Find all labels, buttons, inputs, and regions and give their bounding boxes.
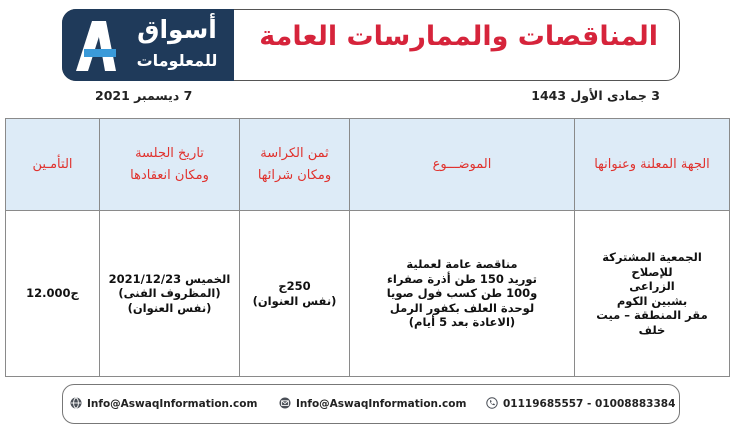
globe-icon: [70, 397, 82, 409]
header-session-date: تاريخ الجلسة ومكان انعقادها: [100, 119, 240, 211]
header-entity: الجهة المعلنة وعنوانها: [575, 119, 730, 211]
page-title: المناقصات والممارسات العامة: [259, 21, 658, 52]
cell-entity: الجمعية المشتركة للإصلاح الزراعى بشبين الكوم مقر المنطقة – ميت خلف: [575, 211, 730, 377]
gregorian-date: 7 ديسمبر 2021: [95, 88, 193, 103]
email-icon: [279, 397, 291, 409]
phone-icon: [486, 397, 498, 409]
footer-website[interactable]: [70, 396, 257, 412]
email-text[interactable]: Info@AswaqInformation.com: [296, 398, 467, 410]
footer-email[interactable]: [279, 396, 466, 412]
logo-text-aswaq: أسواق: [137, 15, 217, 44]
website-text[interactable]: Info@AswaqInformation.com: [87, 398, 258, 410]
table-header-row: [6, 119, 730, 211]
hijri-date: 3 جمادى الأول 1443: [531, 88, 660, 103]
table-row: [6, 211, 730, 377]
cell-insurance: 12.000ج: [6, 211, 100, 377]
header-insurance: التأمـين: [6, 119, 100, 211]
header-booklet-price: ثمن الكراسة ومكان شرائها: [240, 119, 350, 211]
logo-text-information: للمعلومات: [136, 51, 218, 70]
cell-session-date: الخميس 2021/12/23 (المظروف الفنى) (نفس العنوان): [100, 211, 240, 377]
logo-a-mark-icon: [74, 19, 118, 73]
cell-subject: مناقصة عامة لعملية توريد 150 طن أذرة صفراء و100 طن كسب فول صويا لوحدة العلف بكفور الرمل (الاعادة بعد 5 أيام): [350, 211, 575, 377]
header-subject: الموضـــوع: [350, 119, 575, 211]
aswaq-logo: [62, 9, 234, 81]
cell-booklet-price: 250ج (نفس العنوان): [240, 211, 350, 377]
tenders-table: [5, 118, 730, 377]
phone-text[interactable]: 01119685557 - 01008883384: [503, 398, 676, 410]
footer-phone[interactable]: [486, 396, 675, 412]
